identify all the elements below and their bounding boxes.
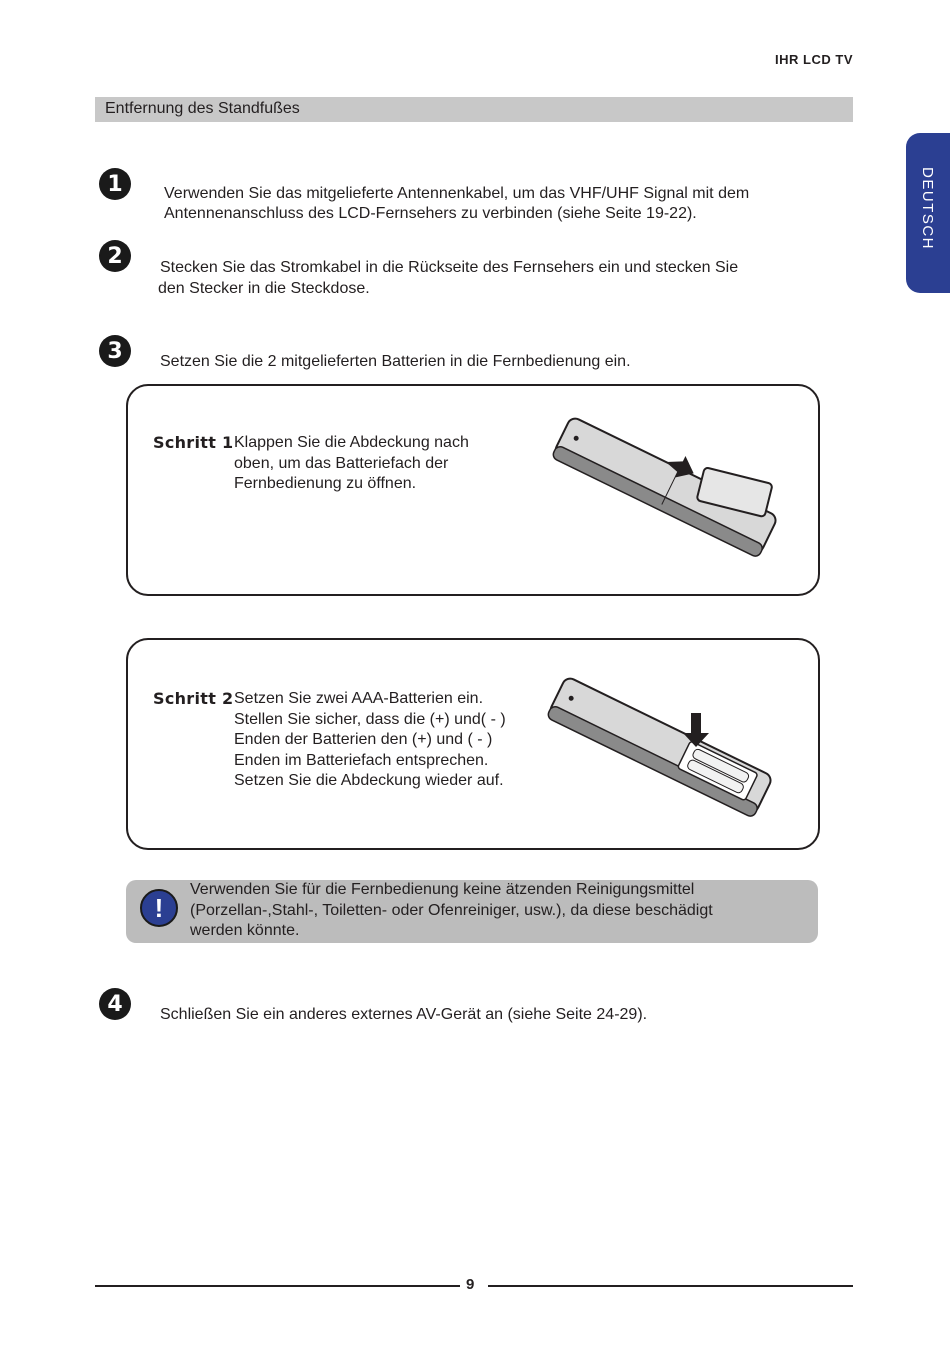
step-1-line: Antennenanschluss des LCD-Fernsehers zu verbinden (siehe Seite 19-22). — [164, 205, 697, 222]
step-2-text — [158, 257, 738, 299]
step-3-line: Setzen Sie die 2 mitgelieferten Batterien in die Fernbedienung ein. — [160, 353, 631, 370]
step-number-2: 2 — [99, 240, 131, 272]
box-1-line: Fernbedienung zu öffnen. — [234, 475, 417, 492]
section-title-bar — [95, 97, 853, 122]
box-2-line: Stellen Sie sicher, dass die (+) und( - ) — [234, 710, 506, 728]
language-tab[interactable] — [906, 133, 950, 293]
box-1-line: oben, um das Batteriefach der — [234, 454, 449, 472]
warning-line: (Porzellan-,Stahl-, Toiletten- oder Ofenreiniger, usw.), da diese beschädigt — [190, 901, 713, 919]
step-4-text — [160, 1005, 647, 1025]
step-1-line: Verwenden Sie das mitgelieferte Antennenkabel, um das VHF/UHF Signal mit dem — [164, 185, 750, 202]
box-2-line: Enden im Batteriefach entsprechen. — [234, 751, 489, 769]
page-number: 9 — [466, 1276, 475, 1293]
remote-insert-batteries-illustration — [545, 665, 780, 830]
box-1-text — [234, 433, 469, 495]
box-2-line: Setzen Sie die Abdeckung wieder auf. — [234, 772, 504, 789]
header-label: IHR LCD TV — [775, 52, 853, 67]
box-2-text — [234, 689, 506, 792]
box-1-line: Klappen Sie die Abdeckung nach — [234, 434, 469, 451]
step-number-1: 1 — [99, 168, 131, 200]
step-number-4: 4 — [99, 988, 131, 1020]
step-2-line: den Stecker in die Steckdose. — [158, 280, 370, 297]
remote-open-cover-illustration — [550, 405, 785, 570]
footer-rule-left — [95, 1285, 460, 1287]
section-title: Entfernung des Standfußes — [105, 100, 300, 117]
step-2-line: Stecken Sie das Stromkabel in die Rückseite des Fernsehers ein und stecken Sie — [160, 259, 739, 276]
box-2-line: Enden der Batterien den (+) und ( - ) — [234, 731, 493, 748]
footer-rule-right — [488, 1285, 853, 1287]
box-1-label: Schritt 1 — [153, 433, 234, 452]
step-4-line: Schließen Sie ein anderes externes AV-Gerät an (siehe Seite 24-29). — [160, 1006, 648, 1023]
warning-line: Verwenden Sie für die Fernbedienung keine ätzenden Reinigungsmittel — [190, 881, 695, 898]
exclamation-icon: ! — [140, 889, 178, 927]
language-tab-label: DEUTSCH — [919, 167, 936, 251]
box-2-label: Schritt 2 — [153, 689, 234, 708]
warning-line: werden könnte. — [190, 922, 300, 939]
step-1-text — [164, 184, 749, 224]
step-3-text — [160, 352, 631, 372]
warning-text — [190, 880, 713, 942]
step-number-3: 3 — [99, 335, 131, 367]
box-2-line: Setzen Sie zwei AAA-Batterien ein. — [234, 690, 484, 707]
